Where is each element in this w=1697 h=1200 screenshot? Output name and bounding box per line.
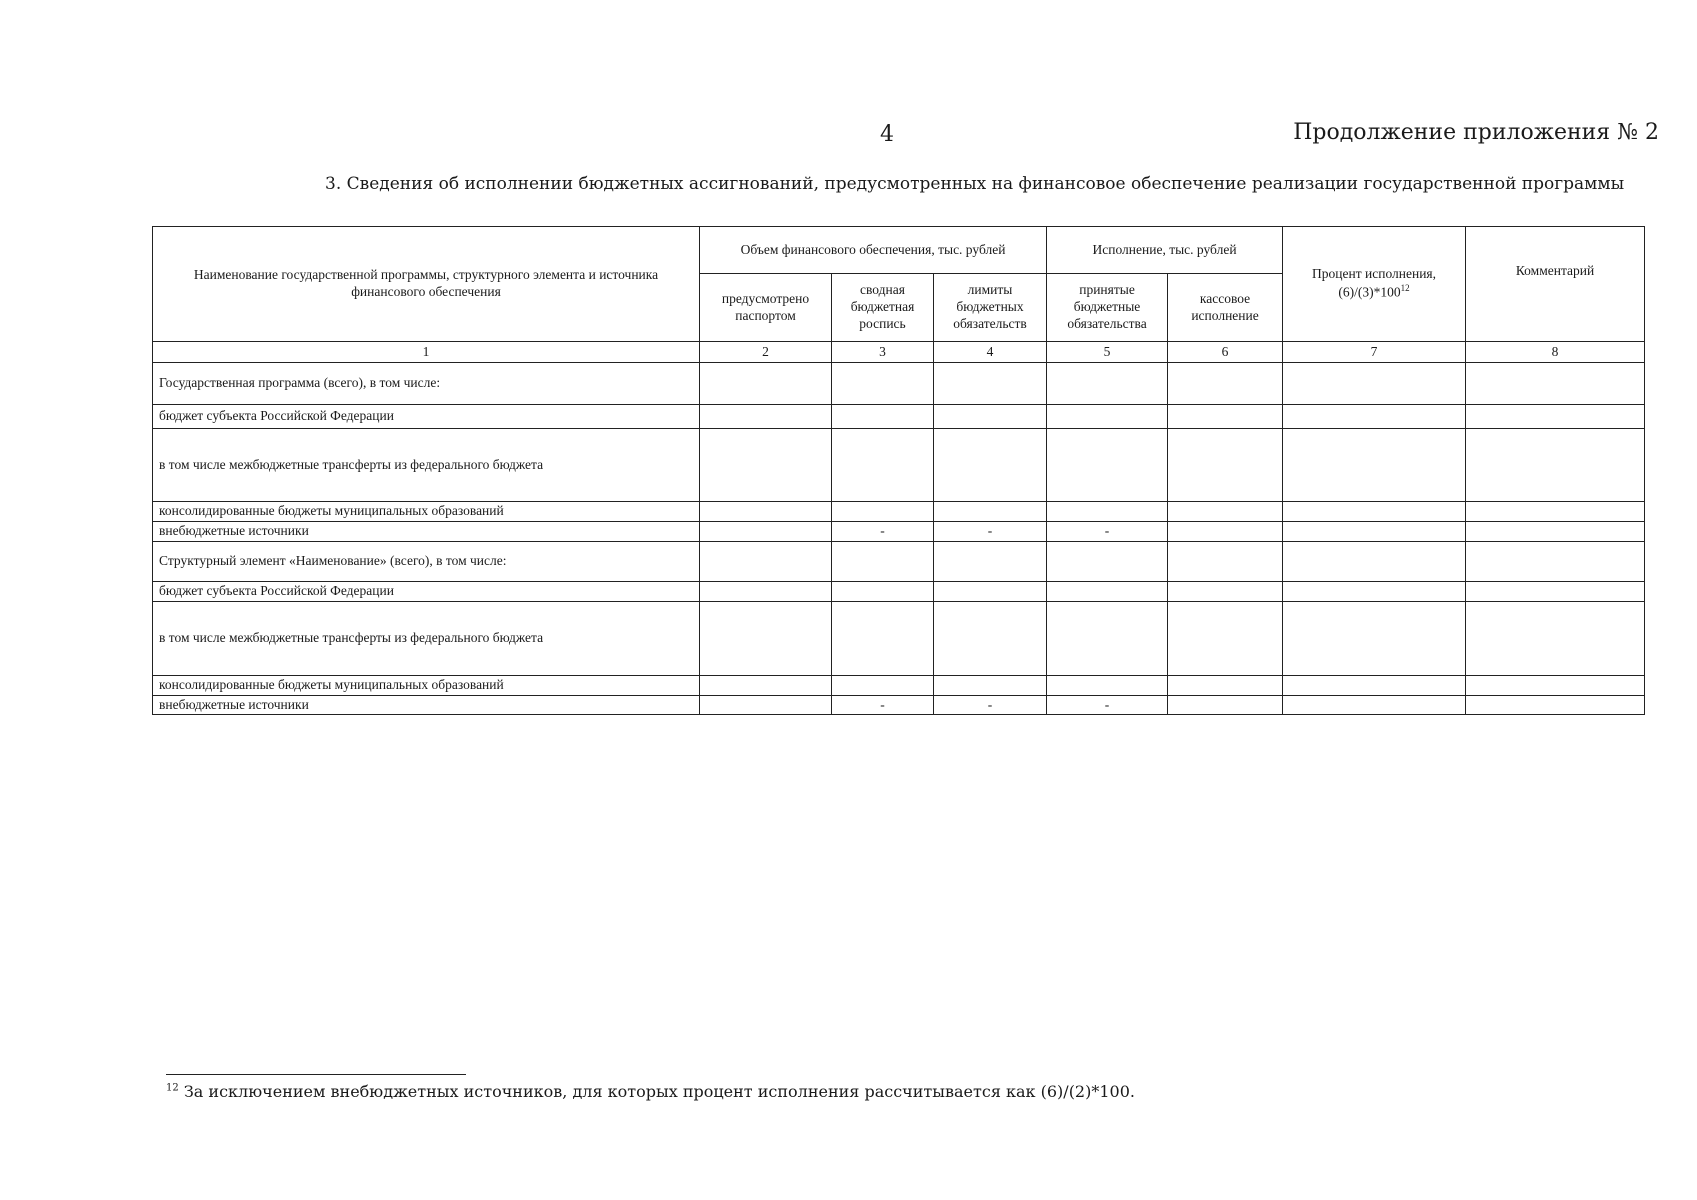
row-name: бюджет субъекта Российской Федерации bbox=[153, 581, 700, 601]
cell-value bbox=[1047, 675, 1168, 695]
cell-value: - bbox=[934, 695, 1047, 715]
cell-value bbox=[934, 405, 1047, 429]
table-row bbox=[153, 675, 1645, 695]
column-number: 4 bbox=[934, 342, 1047, 363]
table-row bbox=[153, 695, 1645, 715]
cell-value bbox=[934, 429, 1047, 502]
header-accepted-obligations: принятые бюджетные обязательства bbox=[1047, 274, 1168, 342]
table-row bbox=[153, 429, 1645, 502]
table-row bbox=[153, 363, 1645, 405]
section-title: 3. Сведения об исполнении бюджетных ассигнований, предусмотренных на финансовое обеспечение реализации государственной программы bbox=[325, 174, 1625, 194]
cell-value bbox=[832, 581, 934, 601]
header-cash-execution: кассовое исполнение bbox=[1168, 274, 1283, 342]
column-number: 7 bbox=[1283, 342, 1466, 363]
header-comment: Комментарий bbox=[1466, 227, 1645, 342]
row-name: консолидированные бюджеты муниципальных образований bbox=[153, 675, 700, 695]
cell-value bbox=[1047, 502, 1168, 522]
cell-value: - bbox=[1047, 695, 1168, 715]
column-number: 5 bbox=[1047, 342, 1168, 363]
cell-value bbox=[1047, 581, 1168, 601]
cell-value bbox=[1047, 601, 1168, 675]
table-row bbox=[153, 405, 1645, 429]
row-name: в том числе межбюджетные трансферты из федерального бюджета bbox=[153, 601, 700, 675]
header-limits: лимиты бюджетных обязательств bbox=[934, 274, 1047, 342]
budget-execution-table bbox=[152, 226, 1645, 715]
table-row bbox=[153, 581, 1645, 601]
cell-value: - bbox=[832, 521, 934, 541]
header-passport: предусмотрено паспортом bbox=[700, 274, 832, 342]
header-percent: Процент исполнения, $(6)/(3)*100^{12}$ bbox=[1283, 227, 1466, 342]
page-number: 4 bbox=[880, 122, 894, 147]
table-row bbox=[153, 502, 1645, 522]
footnote-text: За исключением внебюджетных источников, для которых процент исполнения рассчитывается как (6)/(2)*100. bbox=[183, 1082, 1135, 1101]
header-execution: Исполнение, тыс. рублей bbox=[1047, 227, 1283, 274]
appendix-continuation: Продолжение приложения № 2 bbox=[1293, 120, 1659, 145]
column-number: 2 bbox=[700, 342, 832, 363]
table-row bbox=[153, 601, 1645, 675]
row-name: Структурный элемент «Наименование» (всего), в том числе: bbox=[153, 541, 700, 581]
row-name: Государственная программа (всего), в том числе: bbox=[153, 363, 700, 405]
cell-value bbox=[832, 675, 934, 695]
footnote-marker: 12 bbox=[166, 1082, 179, 1094]
row-name: внебюджетные источники bbox=[153, 521, 700, 541]
cell-value bbox=[1047, 429, 1168, 502]
column-number: 3 bbox=[832, 342, 934, 363]
column-numbers-row bbox=[153, 342, 1645, 363]
cell-value bbox=[934, 363, 1047, 405]
cell-value: - bbox=[832, 695, 934, 715]
cell-value bbox=[934, 502, 1047, 522]
cell-value bbox=[1047, 541, 1168, 581]
table-row bbox=[153, 521, 1645, 541]
header-name-column: Наименование государственной программы, структурного элемента и источника финансового обеспечения bbox=[153, 227, 700, 342]
row-name: консолидированные бюджеты муниципальных образований bbox=[153, 502, 700, 522]
cell-value bbox=[934, 581, 1047, 601]
cell-value bbox=[832, 363, 934, 405]
row-name: бюджет субъекта Российской Федерации bbox=[153, 405, 700, 429]
footnote bbox=[166, 1082, 1135, 1101]
row-name: в том числе межбюджетные трансферты из федерального бюджета bbox=[153, 429, 700, 502]
column-number: 8 bbox=[1466, 342, 1645, 363]
cell-value: - bbox=[934, 521, 1047, 541]
footnote-separator bbox=[166, 1074, 466, 1075]
cell-value: - bbox=[1047, 521, 1168, 541]
table-row bbox=[153, 541, 1645, 581]
cell-value bbox=[1047, 405, 1168, 429]
cell-value bbox=[832, 541, 934, 581]
cell-value bbox=[832, 429, 934, 502]
header-funding-volume: Объем финансового обеспечения, тыс. рублей bbox=[700, 227, 1047, 274]
column-number: 1 bbox=[153, 342, 700, 363]
cell-value bbox=[832, 601, 934, 675]
header-budget-schedule: сводная бюджетная роспись bbox=[832, 274, 934, 342]
cell-value bbox=[934, 675, 1047, 695]
cell-value bbox=[832, 405, 934, 429]
cell-value bbox=[934, 541, 1047, 581]
cell-value bbox=[934, 601, 1047, 675]
cell-value bbox=[832, 502, 934, 522]
row-name: внебюджетные источники bbox=[153, 695, 700, 715]
cell-value bbox=[1047, 363, 1168, 405]
column-number: 6 bbox=[1168, 342, 1283, 363]
